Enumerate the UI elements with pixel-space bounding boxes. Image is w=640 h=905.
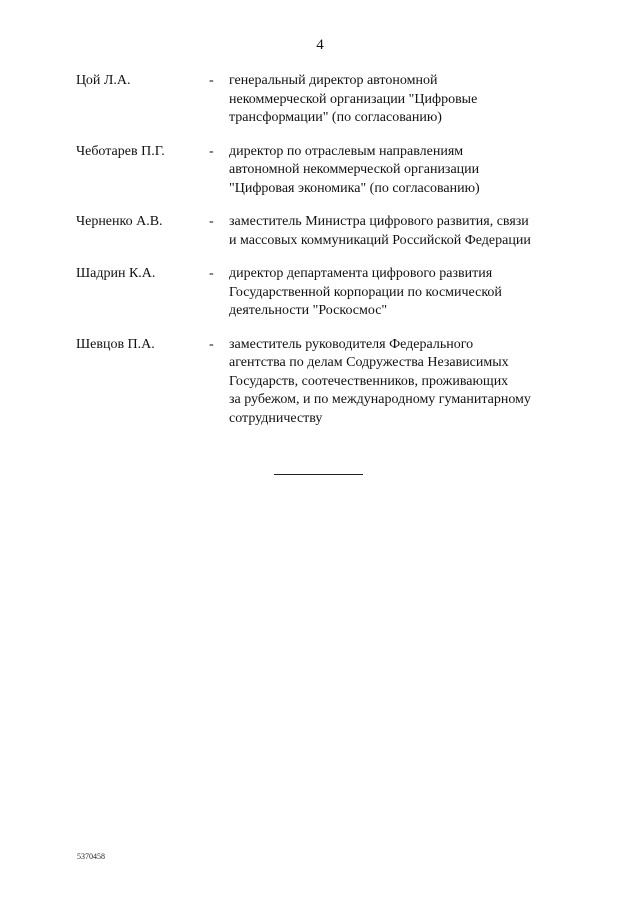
position-line: Государств, соотечественников, проживающих — [229, 373, 509, 389]
document-code: 5370458 — [77, 852, 105, 861]
position-line: директор департамента цифрового развития — [229, 266, 493, 281]
official-position — [229, 72, 576, 128]
official-position — [229, 265, 576, 321]
position-line: заместитель руководителя Федерального — [229, 336, 474, 352]
position-line: некоммерческой организации "Цифровые — [229, 91, 478, 107]
dash-separator: - — [209, 336, 214, 352]
official-position — [229, 336, 576, 429]
position-line: автономной некоммерческой организации — [229, 162, 480, 177]
position-line: деятельности "Роскосмос" — [229, 303, 388, 318]
position-line: трансформации" (по согласованию) — [229, 110, 442, 125]
official-name: Черненко А.В. — [76, 214, 163, 229]
dash-separator: - — [209, 73, 214, 88]
position-line: генеральный директор автономной — [229, 73, 438, 88]
position-line: агентства по делам Содружества Независимых — [229, 355, 509, 370]
position-line: Государственной корпорации по космической — [229, 284, 502, 300]
page-number: 4 — [316, 37, 324, 53]
list-item — [76, 72, 576, 128]
official-name: Чеботарев П.Г. — [76, 143, 165, 159]
officials-list — [76, 72, 576, 428]
official-name: Шадрин К.А. — [76, 266, 156, 281]
list-item — [76, 213, 576, 250]
official-position — [229, 213, 576, 250]
official-name: Цой Л.А. — [76, 73, 131, 88]
list-item — [76, 265, 576, 321]
official-name: Шевцов П.А. — [76, 336, 155, 352]
position-line: "Цифровая экономика" (по согласованию) — [229, 180, 480, 196]
position-line: и массовых коммуникаций Российской Федерации — [229, 232, 531, 248]
list-item — [76, 143, 576, 199]
list-item — [76, 336, 576, 429]
dash-separator: - — [209, 143, 214, 159]
position-line: сотрудничеству — [229, 410, 323, 426]
dash-separator: - — [209, 266, 214, 281]
official-position — [229, 143, 576, 199]
dash-separator: - — [209, 214, 214, 229]
position-line: директор по отраслевым направлениям — [229, 143, 464, 159]
position-line: за рубежом, и по международному гуманитарному — [229, 392, 531, 407]
position-line: заместитель Министра цифрового развития, связи — [229, 214, 529, 229]
end-separator-line — [274, 474, 363, 475]
